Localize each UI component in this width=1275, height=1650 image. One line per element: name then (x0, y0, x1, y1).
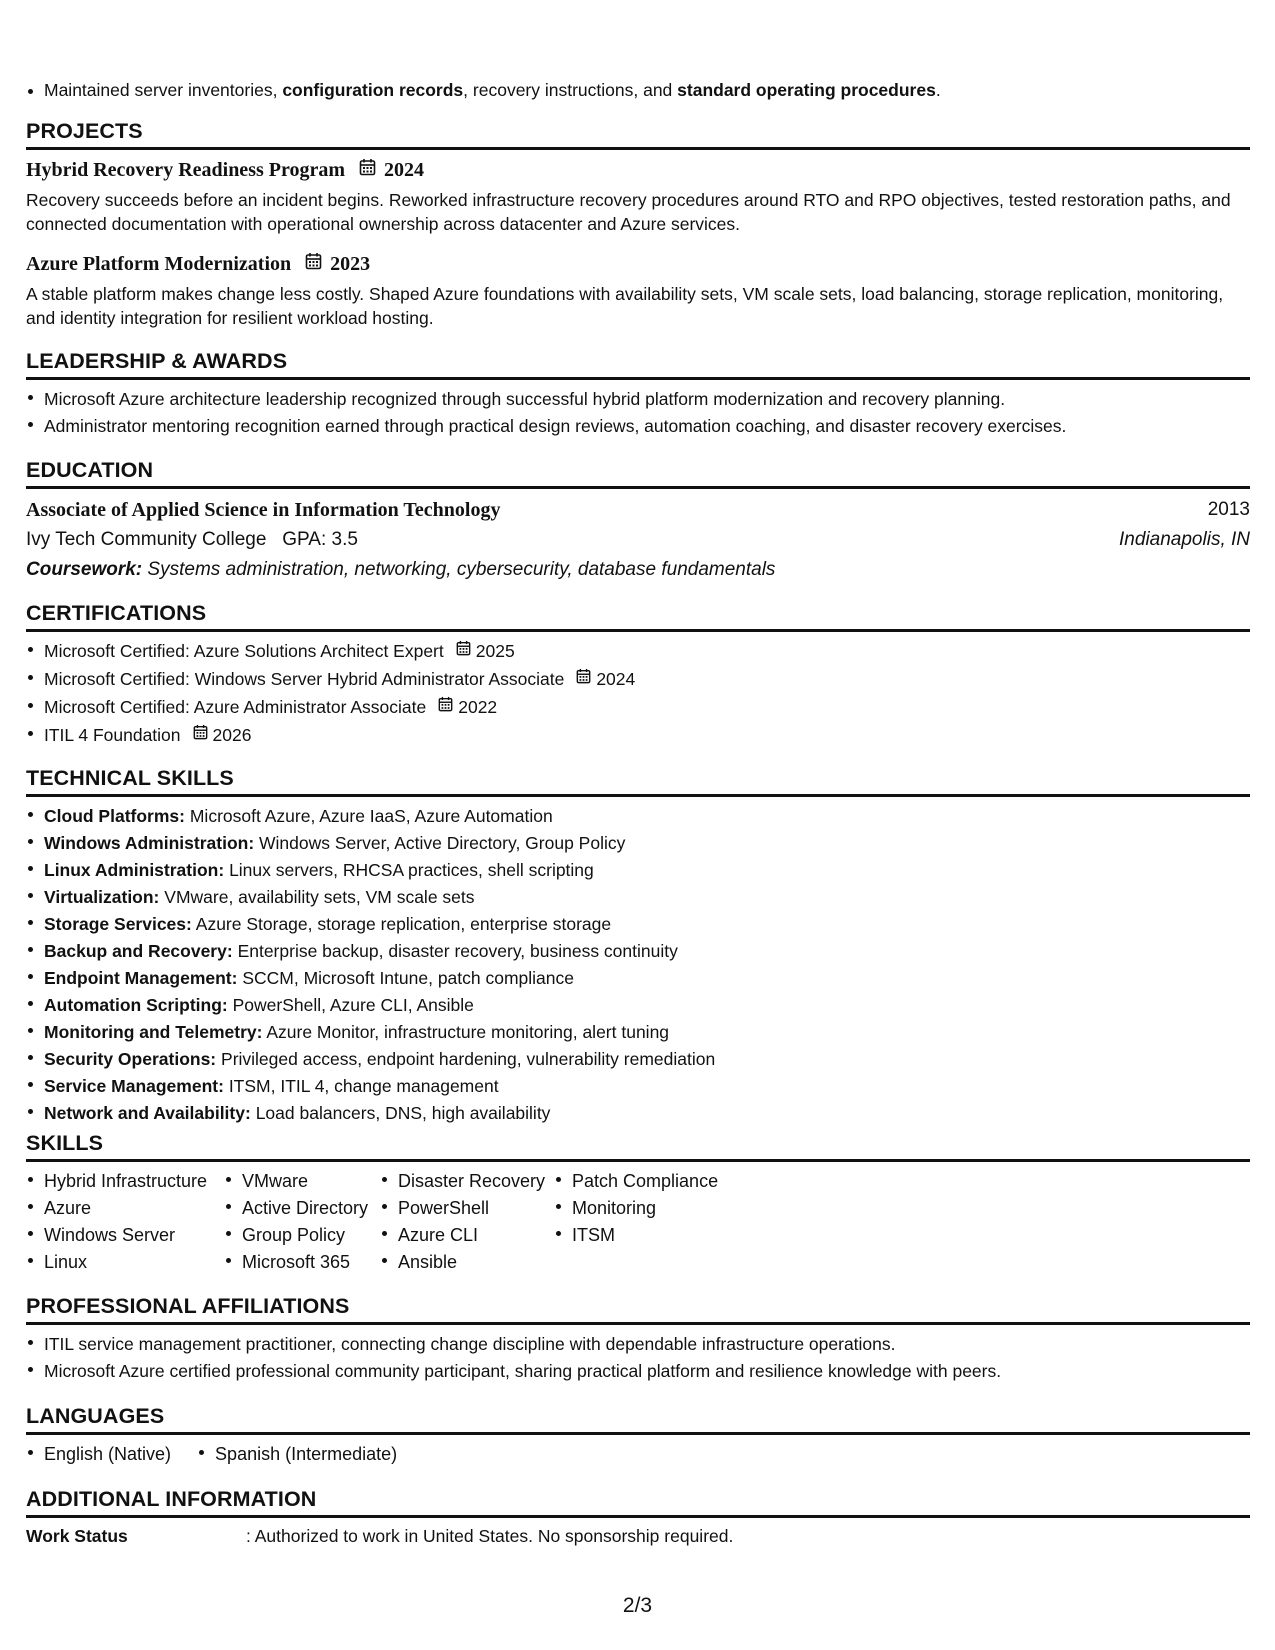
project-year: 2024 (384, 159, 425, 181)
skills-column (554, 1168, 744, 1276)
list-item: Spanish (Intermediate) (197, 1441, 397, 1468)
school-and-gpa (26, 525, 358, 555)
skill-values: SCCM, Microsoft Intune, patch compliance (242, 968, 575, 988)
list-item: ITIL service management practitioner, connecting change discipline with dependable infrastructure operations. (26, 1331, 1250, 1358)
languages-list (26, 1441, 1250, 1468)
skills-section (26, 1130, 1250, 1276)
calendar-icon (359, 158, 376, 182)
skill-values: Microsoft Azure, Azure IaaS, Azure Automation (189, 806, 553, 826)
list-item (26, 803, 1250, 830)
skill-category: Service Management: (44, 1076, 224, 1096)
bullet-text: Maintained server inventories, (44, 80, 283, 100)
skill-values: VMware, availability sets, VM scale sets (164, 887, 475, 907)
affiliations-section (26, 1293, 1250, 1385)
certification-name: Microsoft Certified: Azure Solutions Architect Expert (44, 641, 444, 661)
section-heading: LANGUAGES (26, 1403, 1250, 1435)
education-section (26, 457, 1250, 585)
list-item: Azure (26, 1195, 224, 1222)
skill-values: Privileged access, endpoint hardening, vulnerability remediation (221, 1049, 716, 1069)
section-heading: CERTIFICATIONS (26, 600, 1250, 632)
list-item: Ansible (380, 1249, 554, 1276)
skill-values: Azure Storage, storage replication, enterprise storage (195, 914, 612, 934)
skill-category: Automation Scripting: (44, 995, 228, 1015)
skill-category: Backup and Recovery: (44, 941, 233, 961)
education-degree-row (26, 495, 1250, 525)
list-item: English (Native) (26, 1441, 171, 1468)
skill-category: Security Operations: (44, 1049, 217, 1069)
list-item (26, 722, 1250, 750)
calendar-icon (576, 665, 591, 692)
list-item: Active Directory (224, 1195, 380, 1222)
languages-section (26, 1403, 1250, 1468)
project-title-row (26, 158, 1250, 182)
section-heading: LEADERSHIP & AWARDS (26, 348, 1250, 380)
calendar-icon (456, 637, 471, 664)
additional-info-section (26, 1486, 1250, 1548)
certifications-section (26, 600, 1250, 750)
project-title: Azure Platform Modernization (26, 253, 292, 275)
coursework (26, 555, 775, 585)
projects-section (26, 118, 1250, 330)
section-heading: EDUCATION (26, 457, 1250, 489)
certification-year: 2024 (596, 668, 636, 689)
list-item (26, 830, 1250, 857)
project-title-row (26, 252, 1250, 276)
list-item (26, 638, 1250, 666)
section-heading: TECHNICAL SKILLS (26, 765, 1250, 797)
skill-values: Load balancers, DNS, high availability (255, 1103, 551, 1123)
skill-category: Windows Administration: (44, 833, 255, 853)
page-number: 2/3 (622, 1594, 653, 1617)
skill-values: Linux servers, RHCSA practices, shell scripting (229, 860, 594, 880)
school-location: Indianapolis, IN (1119, 529, 1250, 550)
bullet-text: , recovery instructions, and (463, 80, 678, 100)
skills-column (26, 1168, 224, 1276)
school-name: Ivy Tech Community College (26, 529, 267, 550)
gpa: GPA: 3.5 (282, 529, 358, 550)
experience-continuation (26, 80, 1250, 101)
list-item (26, 1046, 1250, 1073)
coursework-label: Coursework: (26, 559, 143, 580)
list-item: Administrator mentoring recognition earned through practical design reviews, automation coaching, and disaster recovery exercises. (26, 413, 1250, 440)
skill-values: Windows Server, Active Directory, Group Policy (259, 833, 626, 853)
list-item: VMware (224, 1168, 380, 1195)
coursework-row (26, 555, 1250, 585)
list-item (26, 1019, 1250, 1046)
calendar-icon (438, 693, 453, 720)
project-description: A stable platform makes change less costly. Shaped Azure foundations with availability sets, VM scale sets, load balancing, storage replication, monitoring, and identity integration for resilient workload hosting. (26, 284, 1224, 328)
certification-year: 2026 (212, 724, 252, 745)
skill-category: Linux Administration: (44, 860, 225, 880)
certification-name: Microsoft Certified: Azure Administrator Associate (44, 696, 427, 717)
list-item (26, 857, 1250, 884)
skill-values: ITSM, ITIL 4, change management (228, 1076, 499, 1096)
list-item (26, 694, 1250, 722)
certification-year: 2025 (475, 641, 515, 661)
project-title: Hybrid Recovery Readiness Program (26, 159, 346, 181)
technical-skills-section (26, 765, 1250, 1127)
degree: Associate of Applied Science in Information Technology (26, 499, 501, 521)
list-item (26, 1073, 1250, 1100)
bullet-emphasis: standard operating procedures (677, 80, 936, 100)
list-item: Monitoring (554, 1195, 744, 1222)
skill-category: Monitoring and Telemetry: (44, 1022, 263, 1042)
list-item (26, 884, 1250, 911)
list-item: Hybrid Infrastructure (26, 1168, 224, 1195)
list-item: Microsoft 365 (224, 1249, 380, 1276)
calendar-icon (193, 721, 208, 748)
leadership-section (26, 348, 1250, 440)
skills-column (380, 1168, 554, 1276)
coursework-text: Systems administration, networking, cybersecurity, database fundamentals (147, 559, 776, 580)
graduation-year: 2013 (1207, 499, 1250, 520)
education-school-row (26, 525, 1250, 555)
bullet-text: . (935, 80, 941, 100)
list-item: Patch Compliance (554, 1168, 744, 1195)
list-item (26, 911, 1250, 938)
certification-year: 2022 (458, 696, 498, 717)
work-status-value: : Authorized to work in United States. No sponsorship required. (246, 1526, 734, 1546)
list-item: Azure CLI (380, 1222, 554, 1249)
list-item (26, 938, 1250, 965)
list-item: Disaster Recovery (380, 1168, 554, 1195)
list-item: Linux (26, 1249, 224, 1276)
skill-category: Cloud Platforms: (44, 806, 185, 826)
project-description: Recovery succeeds before an incident begins. Reworked infrastructure recovery procedures around RTO and RPO objectives, tested restoration paths, and connected documentation with operational ownership across datacenter and Azure services. (26, 190, 1231, 234)
skill-category: Storage Services: (44, 914, 192, 934)
skill-values: Enterprise backup, disaster recovery, business continuity (237, 941, 678, 961)
bullet-emphasis: configuration records (282, 80, 464, 100)
list-item (26, 1100, 1250, 1127)
list-item: Windows Server (26, 1222, 224, 1249)
list-item: Microsoft Azure certified professional community participant, sharing practical platform and resilience knowledge with peers. (26, 1358, 1250, 1385)
section-heading: ADDITIONAL INFORMATION (26, 1486, 1250, 1518)
certification-name: Microsoft Certified: Windows Server Hybrid Administrator Associate (44, 668, 565, 689)
section-heading: SKILLS (26, 1130, 1250, 1162)
work-status-label: Work Status (26, 1526, 128, 1546)
skills-columns (26, 1168, 1250, 1276)
skill-values: Azure Monitor, infrastructure monitoring, alert tuning (266, 1022, 670, 1042)
list-item: Group Policy (224, 1222, 380, 1249)
project-entry (26, 158, 1250, 236)
list-item (26, 992, 1250, 1019)
list-item (26, 80, 1250, 101)
project-entry (26, 252, 1250, 330)
project-year: 2023 (330, 253, 371, 275)
skill-category: Virtualization: (44, 887, 160, 907)
skill-category: Network and Availability: (44, 1103, 251, 1123)
work-status-row (26, 1524, 1250, 1548)
list-item: Microsoft Azure architecture leadership recognized through successful hybrid platform modernization and recovery planning. (26, 386, 1250, 413)
section-heading: PROFESSIONAL AFFILIATIONS (26, 1293, 1250, 1325)
list-item: PowerShell (380, 1195, 554, 1222)
section-heading: PROJECTS (26, 118, 1250, 150)
list-item (26, 965, 1250, 992)
calendar-icon (305, 252, 322, 276)
skill-values: PowerShell, Azure CLI, Ansible (232, 995, 474, 1015)
skill-category: Endpoint Management: (44, 968, 238, 988)
certification-name: ITIL 4 Foundation (44, 724, 181, 745)
list-item (26, 666, 1250, 694)
list-item: ITSM (554, 1222, 744, 1249)
skills-column (224, 1168, 380, 1276)
